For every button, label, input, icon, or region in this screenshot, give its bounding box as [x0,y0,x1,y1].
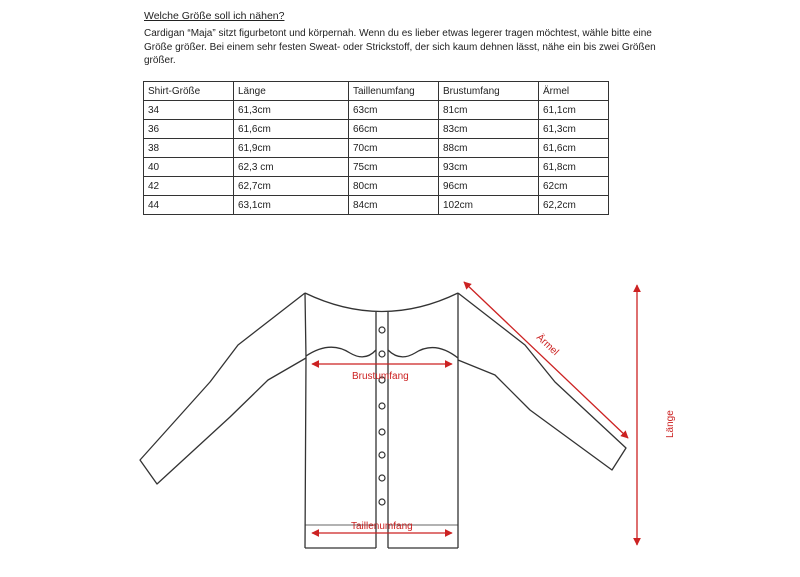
left-side-seam [305,293,306,548]
header-cell: Länge [234,82,349,101]
table-cell: 70cm [349,139,439,158]
table-cell: 62cm [539,177,609,196]
table-cell: 62,3 cm [234,158,349,177]
chest-label: Brustumfang [352,371,409,382]
table-cell: 63,1cm [234,196,349,215]
table-cell: 42 [144,177,234,196]
button [379,475,385,481]
table-cell: 34 [144,101,234,120]
table-cell: 83cm [439,120,539,139]
right-sleeve [458,293,626,470]
table-cell: 88cm [439,139,539,158]
size-description: Cardigan “Maja” sitzt figurbetont und körpernah. Wenn du es lieber etwas legerer tragen möchtest, wähle bitte eine Größe größer. Bei einem sehr festen Sweat- oder Strickstoff, der sich kaum dehnen lässt, nähe ein bis zwei Größen größer. [144,28,656,66]
left-sleeve [140,293,306,484]
header-cell: Brustumfang [439,82,539,101]
sleeve-label: Ärmel [533,332,561,359]
table-cell: 44 [144,196,234,215]
table-cell: 61,6cm [234,120,349,139]
length-label: Länge [665,410,676,438]
table-cell: 75cm [349,158,439,177]
size-heading: Welche Größe soll ich nähen? [144,10,285,22]
button [379,351,385,357]
table-cell: 36 [144,120,234,139]
table-cell: 84cm [349,196,439,215]
table-cell: 62,2cm [539,196,609,215]
left-yoke-seam [306,347,376,357]
buttons [379,327,385,505]
header-cell: Taillenumfang [349,82,439,101]
table-cell: 61,1cm [539,101,609,120]
right-yoke-seam [388,348,458,358]
button [379,327,385,333]
table-cell: 62,7cm [234,177,349,196]
table-cell: 61,6cm [539,139,609,158]
table-cell: 63cm [349,101,439,120]
table-cell: 102cm [439,196,539,215]
button [379,499,385,505]
header-cell: Shirt-Größe [144,82,234,101]
table-cell: 61,3cm [539,120,609,139]
table-cell: 96cm [439,177,539,196]
sleeve-arrow [464,282,628,438]
table-cell: 81cm [439,101,539,120]
table-cell: 80cm [349,177,439,196]
button [379,452,385,458]
table-cell: 93cm [439,158,539,177]
table-cell: 66cm [349,120,439,139]
button [379,429,385,435]
table-cell: 61,8cm [539,158,609,177]
waist-label: Taillenumfang [351,521,413,532]
neckline [305,293,458,312]
table-cell: 61,3cm [234,101,349,120]
table-cell: 40 [144,158,234,177]
button [379,403,385,409]
table-cell: 38 [144,139,234,158]
header-cell: Ärmel [539,82,609,101]
table-cell: 61,9cm [234,139,349,158]
